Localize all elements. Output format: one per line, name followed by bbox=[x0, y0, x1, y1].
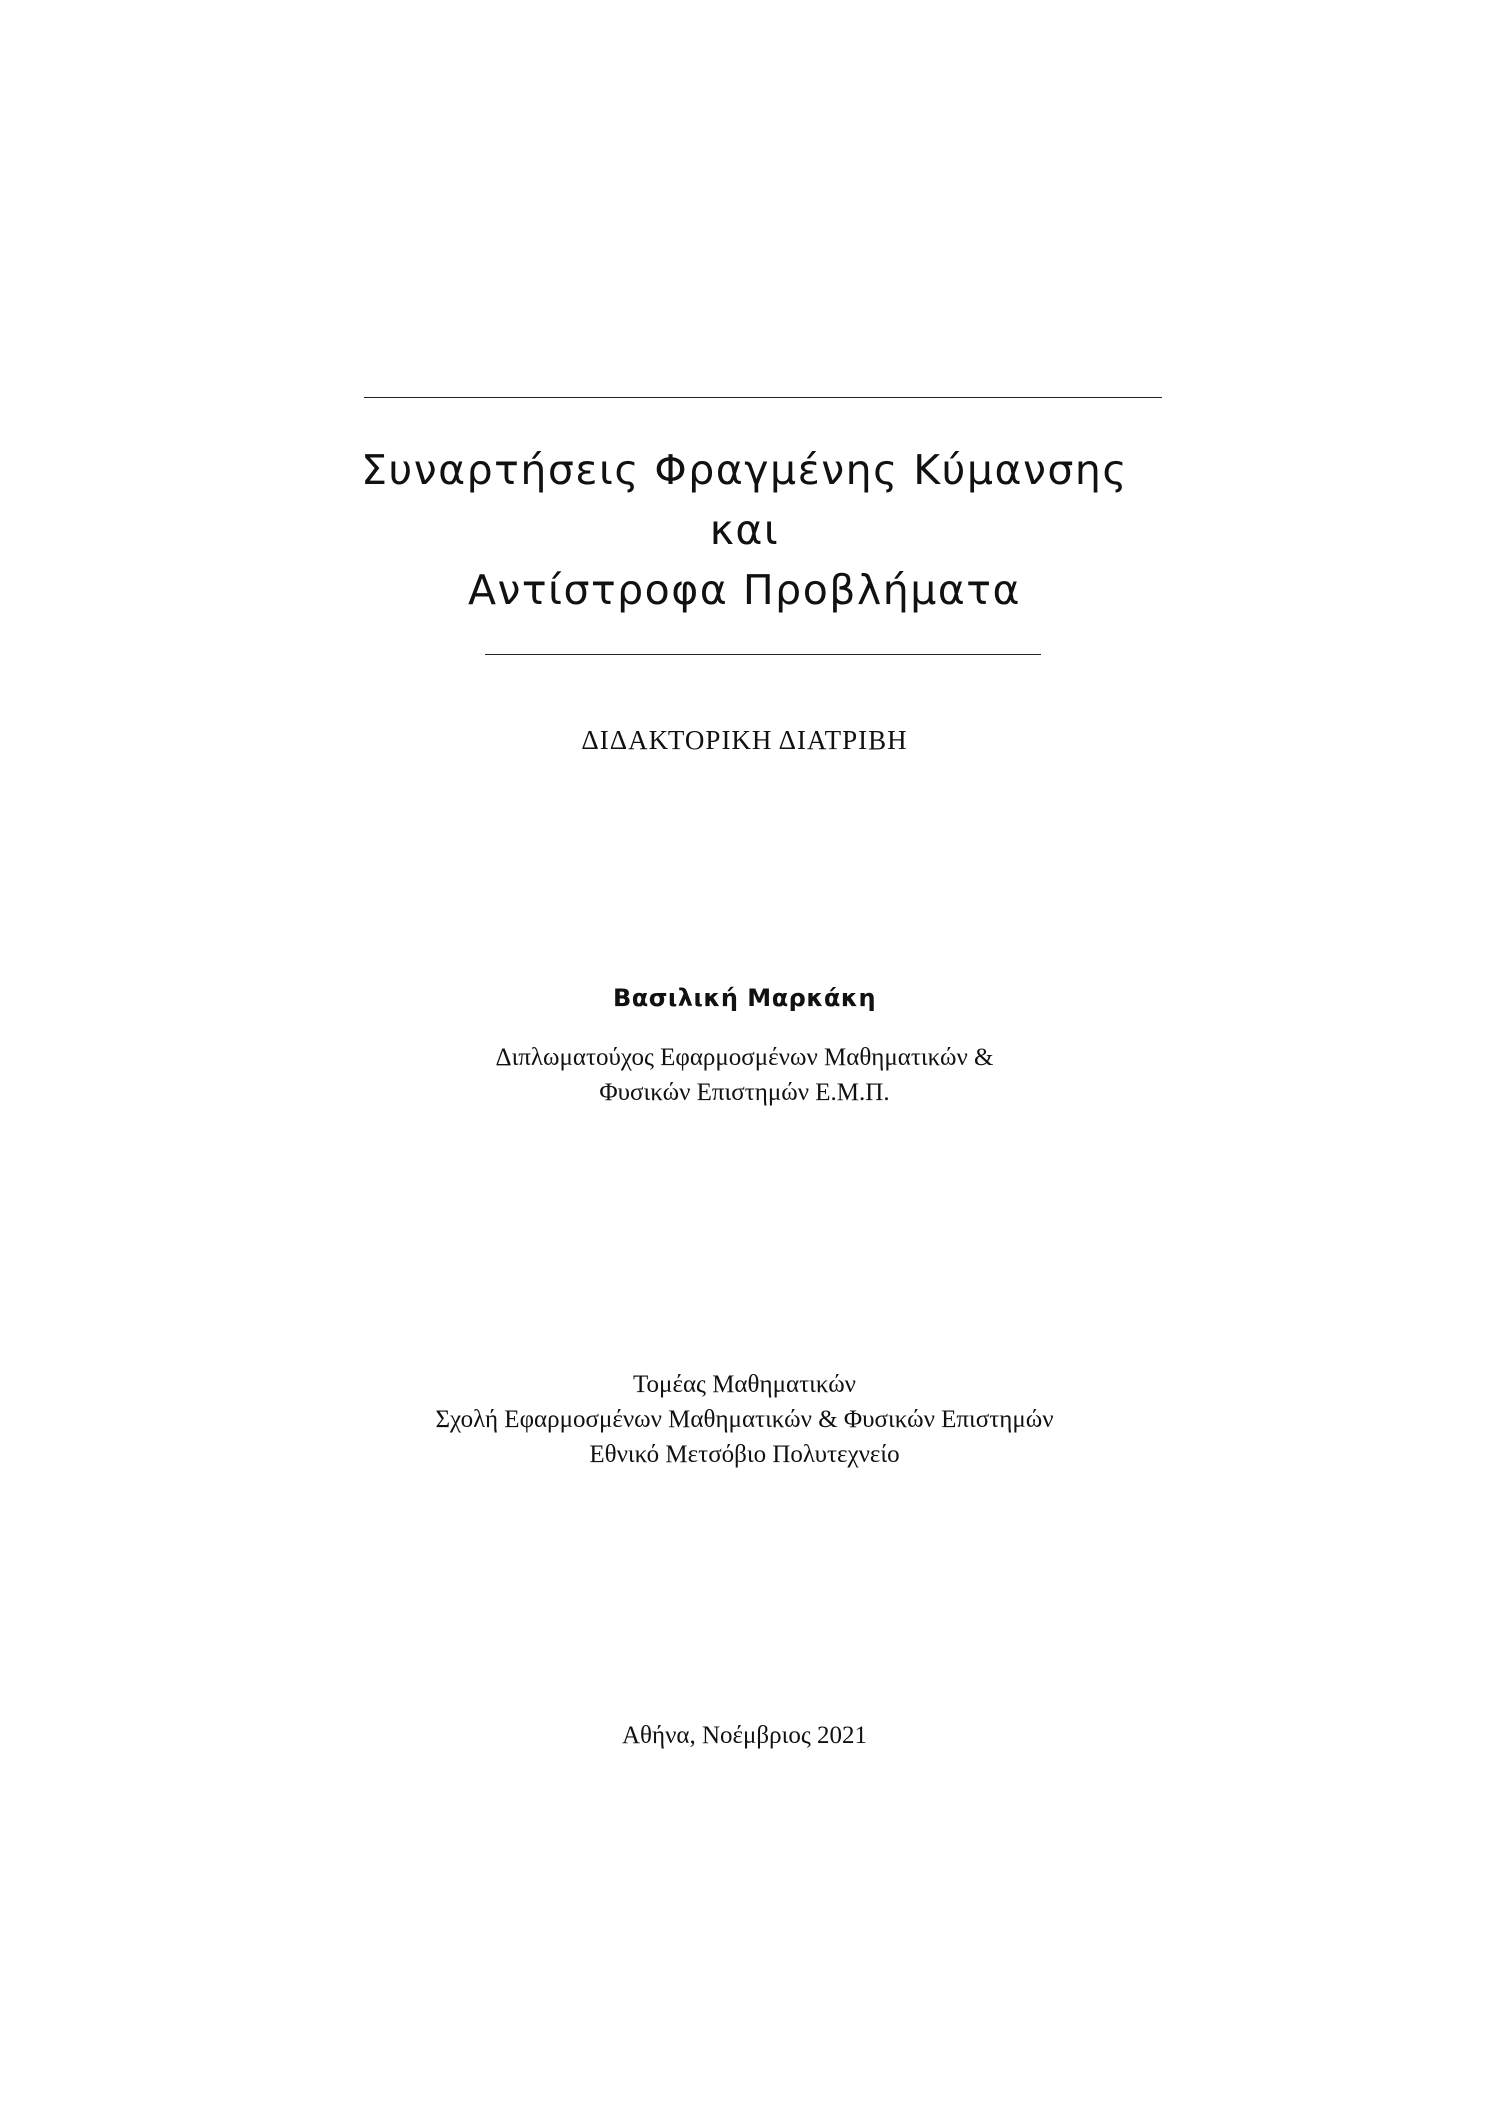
author-credentials bbox=[0, 1040, 1489, 1110]
title-top-rule bbox=[364, 397, 1162, 398]
title-bottom-rule bbox=[485, 654, 1041, 655]
thesis-title bbox=[0, 440, 1489, 620]
affiliation-school: Σχολή Εφαρμοσμένων Μαθηματικών & Φυσικών Επιστημών bbox=[435, 1406, 1054, 1433]
author-name: Βασιλική Μαρκάκη bbox=[612, 984, 877, 1012]
thesis-title-line-2: και bbox=[709, 506, 780, 554]
thesis-title-line-3: Αντίστροφα Προβλήματα bbox=[467, 566, 1022, 614]
place-and-date: Αθήνα, Νοέμβριος 2021 bbox=[621, 1722, 868, 1749]
thesis-title-line-1: Συναρτήσεις Φραγμένης Κύμανσης bbox=[361, 446, 1128, 494]
author-credentials-line-2: Φυσικών Επιστημών Ε.Μ.Π. bbox=[599, 1079, 890, 1106]
author-credentials-line-1: Διπλωματούχος Εφαρμοσμένων Μαθηματικών & bbox=[495, 1044, 994, 1071]
affiliation-department: Τομέας Μαθηματικών bbox=[633, 1371, 856, 1398]
affiliation bbox=[0, 1367, 1489, 1472]
affiliation-university: Εθνικό Μετσόβιο Πολυτεχνείο bbox=[589, 1441, 900, 1468]
thesis-type: ΔΙΔΑΚΤΟΡΙΚΗ ΔΙΑΤΡΙΒΗ bbox=[581, 725, 908, 755]
